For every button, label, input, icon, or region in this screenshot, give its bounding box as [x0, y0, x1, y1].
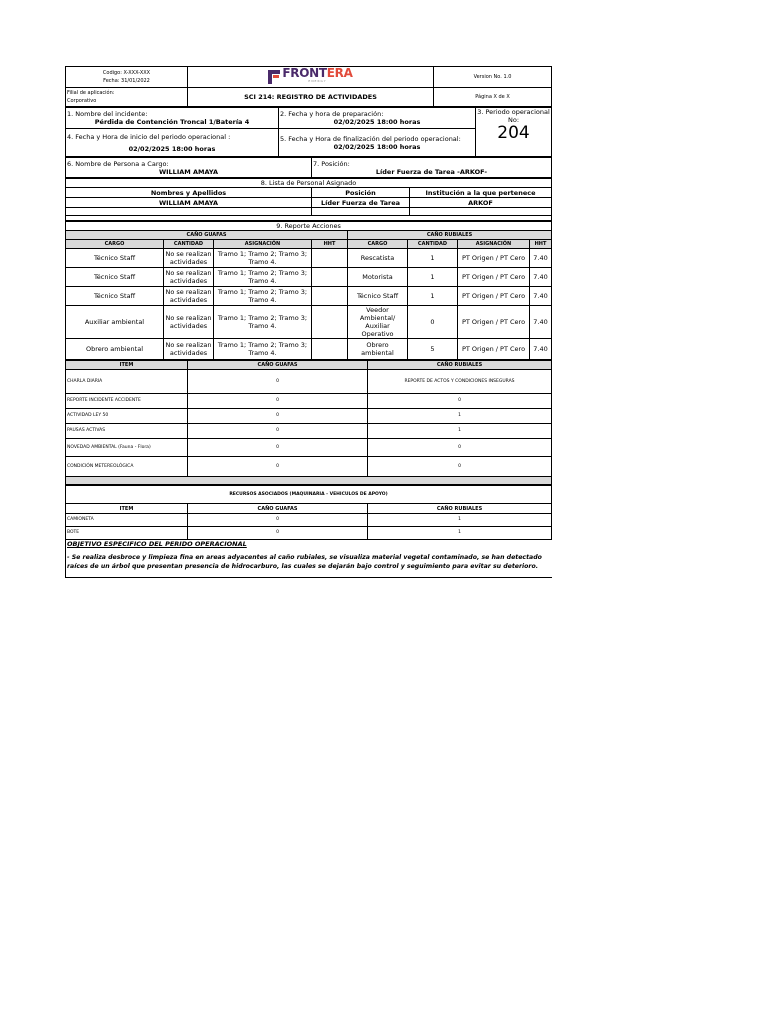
actions-header: ASIGNACIÓN [458, 240, 530, 249]
period-cell [476, 108, 552, 157]
item-label: CHARLA DIARIA [66, 370, 188, 394]
actions-cell [312, 339, 348, 360]
items-header: CAÑO RUBIALES [368, 361, 552, 370]
prep-date-label: 2. Fecha y hora de preparación: [280, 110, 384, 118]
actions-row [66, 268, 552, 287]
personnel-title: 8. Lista de Personal Asignado [66, 179, 552, 188]
frontera-logo-icon [268, 70, 280, 84]
actions-cell: No se realizan actividades [165, 269, 212, 285]
personnel-header: Nombres y Apellidos [66, 188, 312, 198]
item-label: REPORTE INCIDENTE ACCIDENTE [66, 394, 188, 409]
actions-cell [312, 287, 348, 306]
resource-guafas: 0 [188, 527, 368, 540]
item-rubiales: 1 [368, 424, 552, 439]
actions-cell: Tramo 1; Tramo 2; Tramo 3; Tramo 4. [214, 306, 312, 339]
logo-main: FRONT [282, 66, 327, 80]
resources-row [66, 527, 552, 540]
actions-row [66, 249, 552, 268]
item-label: PAUSAS ACTIVAS [66, 424, 188, 439]
actions-cell: Tramo 1; Tramo 2; Tramo 3; Tramo 4. [214, 339, 312, 360]
page-number: Página X de X [434, 88, 552, 107]
incident-name-label: 1. Nombre del incidente: [67, 110, 148, 118]
resource-label: CAMIONETA [66, 514, 188, 527]
form-title: SCI 214: REGISTRO DE ACTIVIDADES [188, 88, 434, 107]
actions-cell: Tramo 1; Tramo 2; Tramo 3; Tramo 4. [214, 249, 312, 268]
actions-cell: PT Origen / PT Cero [458, 287, 530, 306]
position-value: Líder Fuerza de Tarea -ARKOF- [375, 167, 488, 176]
actions-cell: Motorista [348, 268, 408, 287]
end-date-label: 5. Fecha y Hora de finalización del periodo operacional: [280, 134, 461, 143]
actions-header: CANTIDAD [408, 240, 458, 249]
actions-cell: Veedor Ambiental/ Auxiliar Operativo [348, 306, 408, 339]
item-rubiales: 0 [368, 457, 552, 477]
actions-row [66, 339, 552, 360]
resources-title: RECURSOS ASOCIADOS (MAQUINARIA - VEHICULOS DE APOYO) [66, 486, 552, 504]
personnel-table [65, 178, 552, 221]
prep-date-value: 02/02/2025 18:00 horas [333, 118, 421, 126]
spacer-row [66, 216, 552, 221]
version: Version No. 1.0 [434, 67, 552, 88]
items-row [66, 370, 552, 394]
items-row [66, 439, 552, 457]
personnel-cell: Líder Fuerza de Tarea [312, 198, 410, 208]
item-rubiales: 1 [368, 409, 552, 424]
items-header: ITEM [66, 361, 188, 370]
actions-cell: PT Origen / PT Cero [458, 339, 530, 360]
objective-text: - Se realiza desbroce y limpieza fina en areas adyacentes al caño rubiales, se visualiza material vegetal contaminado, se han detectado raíces de un árbol que presentan presencia de hidrocarburo, las cuales se dejarán bajo control y seguimiento para evitar su deterioro. [67, 554, 542, 570]
actions-cell: Obrero ambiental [66, 339, 164, 360]
incident-name-cell [66, 108, 279, 129]
period-number: 204 [497, 123, 530, 143]
position-cell [312, 158, 552, 178]
personnel-header: Institución a la que pertenece [410, 188, 552, 198]
resources-row [66, 514, 552, 527]
actions-header: CARGO [348, 240, 408, 249]
personnel-cell [66, 208, 312, 216]
personnel-cell: WILLIAM AMAYA [66, 198, 312, 208]
actions-cell: PT Origen / PT Cero [458, 268, 530, 287]
subsidiary-label: Filial de aplicación: [67, 90, 115, 96]
actions-cell: No se realizan actividades [165, 288, 212, 304]
item-guafas: 0 [188, 439, 368, 457]
subsidiary-value: Corporativo [67, 98, 97, 104]
actions-cell: Rescatista [348, 249, 408, 268]
actions-table [65, 221, 552, 360]
incident-info [65, 107, 552, 157]
person-info [65, 157, 552, 178]
actions-cell: No se realizan actividades [164, 339, 214, 360]
form-header [65, 66, 552, 107]
actions-cell: 1 [408, 287, 458, 306]
start-date-label: 4. Fecha y Hora de inicio del periodo operacional : [67, 132, 231, 141]
actions-cell [312, 268, 348, 287]
actions-cell: 5 [408, 339, 458, 360]
actions-cell: Técnico Staff [66, 249, 164, 268]
objective-section [65, 540, 552, 578]
items-row [66, 394, 552, 409]
personnel-cell: ARKOF [410, 198, 552, 208]
actions-cell: Técnico Staff [66, 268, 164, 287]
logo-cell [188, 67, 434, 88]
resource-label: BOTE [66, 527, 188, 540]
personnel-header: Posición [312, 188, 410, 198]
actions-cell: PT Origen / PT Cero [458, 249, 530, 268]
actions-cell [312, 249, 348, 268]
actions-cell [312, 306, 348, 339]
item-rubiales: 0 [368, 439, 552, 457]
personnel-cell [312, 208, 410, 216]
company-logo [189, 66, 432, 85]
logo-accent: ERA [326, 66, 353, 80]
item-guafas: 0 [188, 394, 368, 409]
items-row [66, 457, 552, 477]
actions-cell: Técnico Staff [348, 287, 408, 306]
item-rubiales: REPORTE DE ACTOS Y CONDICIONES INSEGURAS [368, 370, 552, 394]
actions-cell: PT Origen / PT Cero [458, 306, 530, 339]
group-rubiales: CAÑO RUBIALES [348, 231, 552, 240]
resources-header: CAÑO RUBIALES [368, 504, 552, 514]
item-label: ACTIVIDAD LEY 50 [66, 409, 188, 424]
items-header: CAÑO GUAFAS [188, 361, 368, 370]
actions-cell: Tramo 1; Tramo 2; Tramo 3; Tramo 4. [214, 287, 312, 306]
actions-cell: 7.40 [530, 339, 552, 360]
divider-row [66, 477, 552, 485]
actions-cell: 7.40 [530, 268, 552, 287]
document-code [66, 67, 188, 88]
item-label: CONDICIÓN METEREOLÓGICA [66, 457, 188, 477]
item-guafas: 0 [188, 370, 368, 394]
items-row [66, 409, 552, 424]
code-text: Codigo: X-XXX-XXX [102, 70, 151, 76]
start-date-cell [66, 129, 279, 157]
item-label: NOVEDAD AMBIENTAL (Fauna - Flora) [66, 439, 188, 457]
actions-cell: No se realizan actividades [165, 250, 212, 266]
incident-name-value: Pérdida de Contención Troncal 1/Batería 4 [94, 118, 250, 126]
actions-cell: 0 [408, 306, 458, 339]
actions-cell: 7.40 [530, 249, 552, 268]
item-rubiales: 0 [368, 394, 552, 409]
subsidiary [66, 88, 188, 107]
resources-table [65, 485, 552, 540]
end-date-value: 02/02/2025 18:00 horas [333, 142, 421, 151]
date-text: Fecha: 31/01/2022 [103, 78, 150, 84]
actions-header: CANTIDAD [164, 240, 214, 249]
objective-title: OBJETIVO ESPECIFICO DEL PERIDO OPERACIONAL [67, 540, 247, 548]
resource-guafas: 0 [188, 514, 368, 527]
items-table [65, 360, 552, 485]
actions-cell: Auxiliar ambiental [66, 306, 164, 339]
resource-rubiales: 1 [368, 527, 552, 540]
person-cell [66, 158, 312, 178]
person-label: 6. Nombre de Persona a Cargo: [67, 159, 169, 168]
actions-row [66, 287, 552, 306]
actions-header: ASIGNACIÓN [214, 240, 312, 249]
actions-header: HHT [312, 240, 348, 249]
items-row [66, 424, 552, 439]
actions-cell: No se realizan actividades [164, 306, 214, 339]
actions-cell: Técnico Staff [66, 287, 164, 306]
resource-rubiales: 1 [368, 514, 552, 527]
person-value: WILLIAM AMAYA [158, 167, 219, 176]
position-label: 7. Posición: [313, 159, 350, 168]
end-date-cell [279, 129, 476, 157]
resources-header: ITEM [66, 504, 188, 514]
logo-sub: ENERGY [308, 79, 327, 83]
actions-cell: Tramo 1; Tramo 2; Tramo 3; Tramo 4. [214, 268, 312, 287]
actions-cell: 1 [408, 249, 458, 268]
start-date-value: 02/02/2025 18:00 horas [128, 144, 216, 153]
resources-header: CAÑO GUAFAS [188, 504, 368, 514]
actions-title: 9. Reporte Acciones [66, 222, 552, 231]
item-guafas: 0 [188, 424, 368, 439]
group-guafas: CAÑO GUAFAS [66, 231, 348, 240]
personnel-cell [410, 208, 552, 216]
item-guafas: 0 [188, 457, 368, 477]
form-sheet [65, 66, 551, 578]
prep-date-cell [279, 108, 476, 129]
actions-header: CARGO [66, 240, 164, 249]
actions-row [66, 306, 552, 339]
actions-cell: 7.40 [530, 287, 552, 306]
period-label: 3. Periodo operacional No: [477, 108, 550, 124]
actions-header: HHT [530, 240, 552, 249]
actions-cell: 7.40 [530, 306, 552, 339]
actions-cell: Obrero ambiental [348, 339, 408, 360]
item-guafas: 0 [188, 409, 368, 424]
actions-cell: 1 [408, 268, 458, 287]
